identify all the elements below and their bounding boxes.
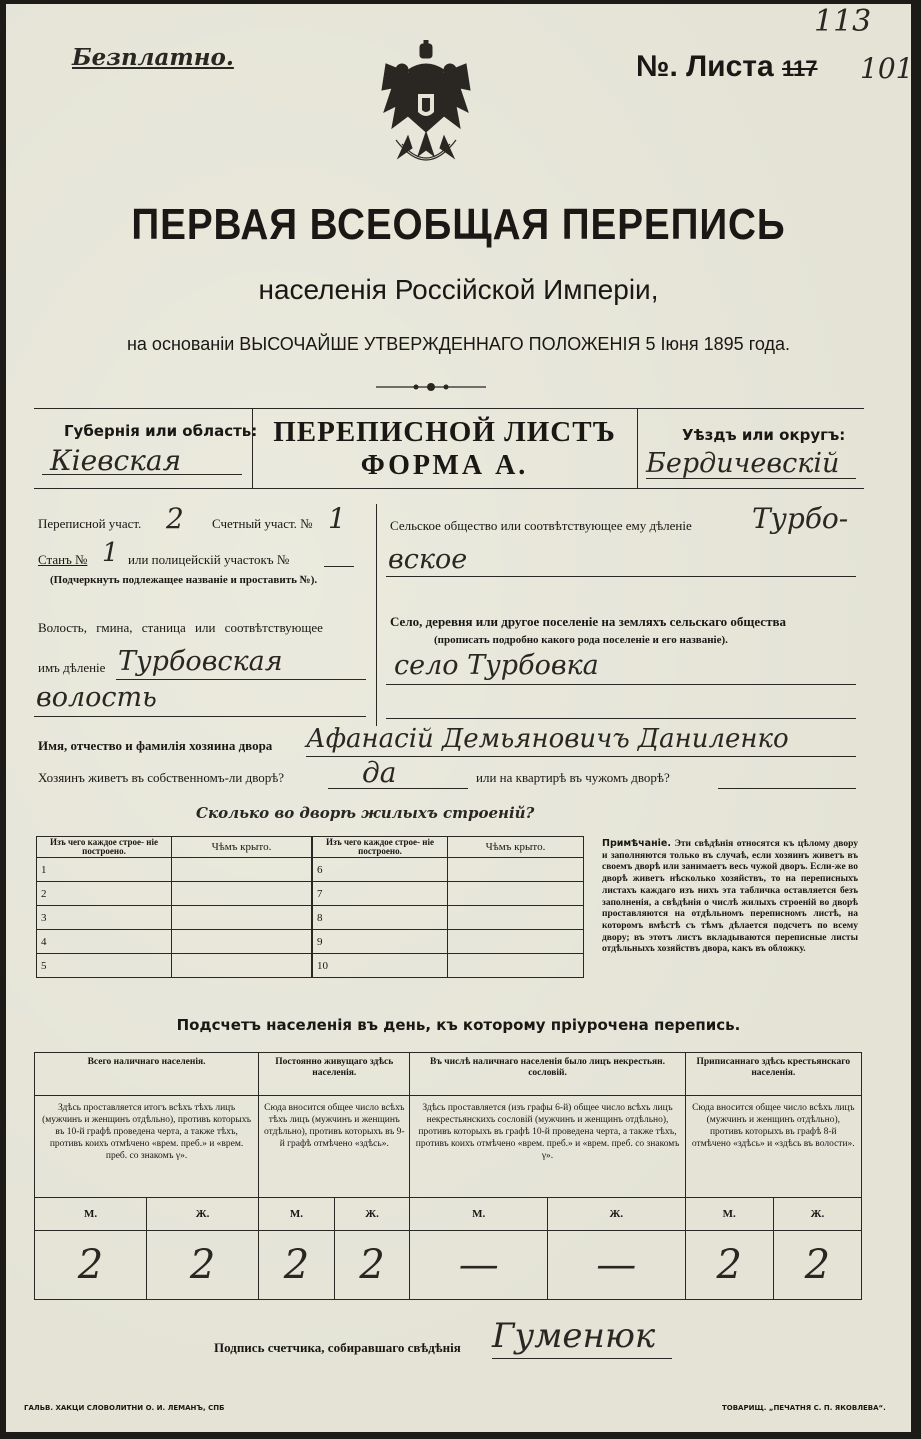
census-title: ПЕРВАЯ ВСЕОБЩАЯ ПЕРЕПИСЬ (131, 200, 786, 249)
census-area-label: Переписной участ. (38, 516, 142, 531)
table-row-label: 4 (37, 930, 172, 954)
village-value: село Турбовка (394, 650, 599, 681)
police-label: или полицейскій участокъ № (128, 552, 290, 567)
sheet-number (636, 50, 818, 84)
society-label: Сельское общество или соотвѣтствующее ему дѣленіе (390, 518, 692, 533)
col-roof-header: Чѣмъ крыто. (172, 837, 312, 858)
owner-value: Афанасій Демьяновичъ Даниленко (306, 724, 789, 754)
stan-value: 1 (102, 538, 119, 568)
table-row-label: 5 (37, 954, 172, 978)
table-row-label: 6 (313, 858, 448, 882)
owner-lives-label-2: или на квартирѣ въ чужомъ дворѣ? (476, 770, 670, 785)
buildings-table-right (312, 836, 584, 978)
signature-value: Гуменюк (492, 1316, 656, 1356)
table-row-label: 2 (37, 882, 172, 906)
census-sheet (6, 4, 914, 1432)
form-title: ПЕРЕПИСНОЙ ЛИСТЪ (273, 416, 616, 448)
district-label: Уѣздъ или округъ: (682, 426, 846, 444)
buildings-table-left (36, 836, 312, 978)
summary-table (34, 1052, 862, 1300)
province-value: Кіевская (50, 444, 182, 477)
summary-col-desc: Здѣсь проставляется итогъ всѣхъ тѣхъ лицъ (мужчинъ и женщинъ отдѣльно), противъ которыхъ въ 10-й графѣ проведена черта, а также тѣхъ, противъ коихъ отмѣчено «врем. преб.» и «врем. преб. со знакомъ γ». (35, 1096, 259, 1198)
note-underline: (Подчеркнуть подлежащее названіе и проставить №). (50, 574, 318, 586)
volost-label-2: имъ дѣленіе (38, 660, 106, 675)
table-row-label: 10 (313, 954, 448, 978)
permanent-male-value: 2 (259, 1231, 335, 1300)
summary-col-desc: Здѣсь проставляется (изъ графы 6-й) общее число всѣхъ лицъ некрестьянскихъ сословій (мужчинъ и женщинъ отдѣльно), противъ которыхъ въ графѣ 10-й проведена черта, а также тѣхъ, противъ коихъ отмѣчено «врем. преб.» и «врем. преб. со знакомъ γ». (410, 1096, 685, 1198)
summary-col-head: Въ числѣ наличнаго населенія было лицъ некрестьян. сословій. (410, 1053, 685, 1096)
form-name: ФОРМА А. (360, 450, 529, 481)
female-header: Ж. (147, 1198, 259, 1231)
volost-value: Турбовская (118, 646, 283, 677)
double-headed-eagle-emblem (378, 40, 474, 178)
volost-label: Волость, гмина, станица или соотвѣтствующее (38, 620, 323, 635)
village-note: (прописать подробно какого рода поселеніе и его названіе). (434, 634, 728, 646)
free-stamp: Безплатно. (72, 44, 234, 71)
male-header: М. (685, 1198, 773, 1231)
registered-male-value: 2 (685, 1231, 773, 1300)
female-header: Ж. (334, 1198, 410, 1231)
sheet-number-handwritten: 113 (814, 4, 872, 39)
permanent-female-value: 2 (334, 1231, 410, 1300)
col-made-header: Изъ чего каждое строе- ніе построено. (313, 837, 448, 858)
ornamental-divider (376, 380, 486, 394)
footer-left: ГАЛЬВ. ХАКЦИ СЛОВОЛИТНИ О. И. ЛЕМАНЪ, СПБ (24, 1404, 225, 1412)
note-text: Эти свѣдѣнія относятся къ цѣлому двору и заполняются только въ случаѣ, если хозяинъ живетъ въ своемъ дворѣ или занимаетъ весь чужой дворъ. Если-же во дворѣ живетъ нѣсколько хозяйствъ, то на переписныхъ листахъ каждаго изъ нихъ эта табличка оставляется безъ заполненія, а свѣдѣнія о числѣ жилыхъ строеній во дворѣ проставляются на отдѣльномъ переписномъ листѣ, на которомъ вмѣстѣ съ тѣмъ дѣлается подсчетъ по всему двору; въ этотъ листъ вкладываются переписные листы отдѣльныхъ хозяйствъ двора, какъ въ обложку. (602, 839, 858, 955)
table-row-label: 7 (313, 882, 448, 906)
male-header: М. (259, 1198, 335, 1231)
note-block (602, 838, 858, 956)
col-roof-header: Чѣмъ крыто. (448, 837, 584, 858)
owner-label: Имя, отчество и фамилія хозяина двора (38, 738, 273, 753)
stan-label: Станъ № (38, 552, 88, 567)
census-basis: на основаніи ВЫСОЧАЙШЕ УТВЕРЖДЕННАГО ПОЛОЖЕНІЯ 5 Іюня 1895 года. (126, 334, 790, 354)
district-value: Бердичевскій (646, 448, 840, 479)
non-peasant-male-value: — (410, 1231, 548, 1300)
total-male-value: 2 (35, 1231, 147, 1300)
count-area-value: 1 (328, 502, 346, 535)
census-area-value: 2 (166, 502, 184, 535)
male-header: М. (35, 1198, 147, 1231)
summary-col-desc: Сюда вносится общее число всѣхъ лицъ (мужчинъ и женщинъ отдѣльно), противъ которыхъ въ графѣ 8-й отмѣчено «здѣсь» и «здѣсь въ волости». (685, 1096, 861, 1198)
summary-col-head: Всего наличнаго населенія. (35, 1053, 259, 1096)
census-subtitle: населенія Россійской Имперіи, (258, 274, 659, 305)
sheet-number-crossed: 117 (782, 56, 818, 81)
table-row-label: 9 (313, 930, 448, 954)
count-area-label: Счетный участ. № (212, 516, 313, 531)
summary-col-head: Постоянно живущаго здѣсь населенія. (259, 1053, 410, 1096)
buildings-label: Сколько во дворѣ жилыхъ строеній? (196, 804, 535, 822)
society-value-2: вское (388, 544, 468, 575)
sheet-number-handwritten-2: 101 (860, 52, 914, 85)
sheet-number-label: №. Листа (636, 50, 774, 83)
male-header: М. (410, 1198, 548, 1231)
summary-title: Подсчетъ населенія въ день, къ которому пріурочена перепись. (176, 1016, 741, 1034)
table-row-label: 8 (313, 906, 448, 930)
note-title: Примѣчаніе. (602, 838, 671, 849)
non-peasant-female-value: — (548, 1231, 686, 1300)
footer-right: ТОВАРИЩ. „ПЕЧАТНЯ С. П. ЯКОВЛЕВА“. (722, 1404, 886, 1412)
total-female-value: 2 (147, 1231, 259, 1300)
female-header: Ж. (773, 1198, 861, 1231)
table-row-label: 3 (37, 906, 172, 930)
signature-label: Подпись счетчика, собиравшаго свѣдѣнія (214, 1340, 461, 1355)
summary-col-desc: Сюда вносится общее число всѣхъ тѣхъ лицъ (мужчинъ и женщинъ отдѣльно), противъ которыхъ въ 9-й графѣ отмѣчено «здѣсь». (259, 1096, 410, 1198)
village-label: Село, деревня или другое поселеніе на земляхъ сельскаго общества (390, 614, 786, 629)
owner-lives-label: Хозяинъ живетъ въ собственномъ-ли дворѣ? (38, 770, 285, 785)
society-value: Турбо- (752, 502, 849, 535)
summary-col-head: Приписаннаго здѣсь крестьянскаго населенія. (685, 1053, 861, 1096)
table-row-label: 1 (37, 858, 172, 882)
registered-female-value: 2 (773, 1231, 861, 1300)
owner-lives-value: да (362, 756, 397, 789)
female-header: Ж. (548, 1198, 686, 1231)
col-made-header: Изъ чего каждое строе- ніе построено. (37, 837, 172, 858)
volost-value-2: волость (36, 682, 157, 713)
province-label: Губернія или область: (64, 422, 258, 440)
